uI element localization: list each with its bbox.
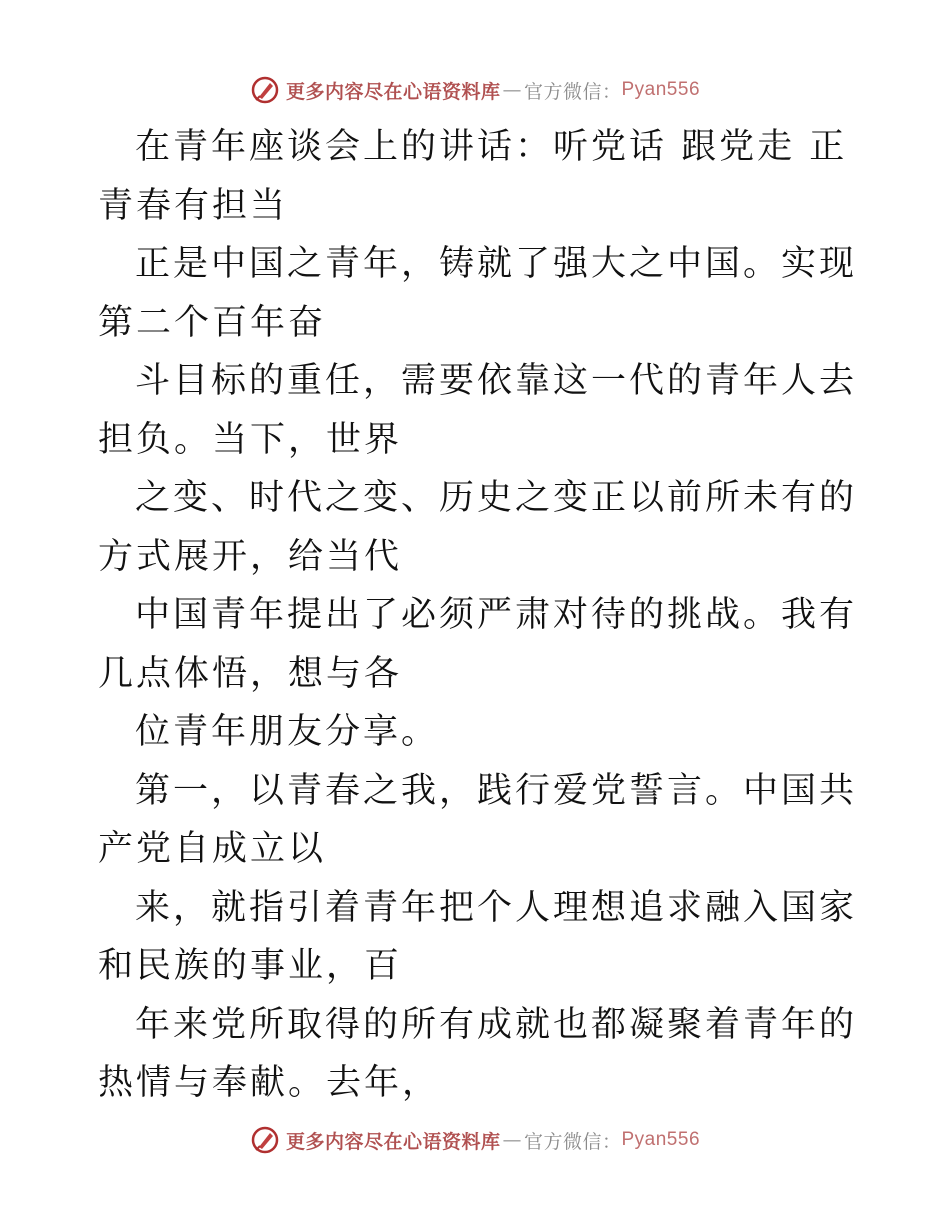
document-body: [98, 118, 858, 1113]
quill-pen-logo-icon: [250, 1125, 280, 1155]
banner-wechat-label: 官方微信：: [523, 80, 622, 103]
paragraph: 年来党所取得的所有成就也都凝聚着青年的热情与奉献。去年，: [98, 1004, 858, 1103]
banner-wechat-id: Pyan556: [621, 1129, 701, 1150]
document-title: 在青年座谈会上的讲话：听党话 跟党走 正青春有担当: [98, 127, 848, 226]
paragraph: 中国青年提出了必须严肃对待的挑战。我有几点体悟，想与各: [98, 595, 858, 694]
banner-separator: —: [502, 79, 522, 101]
banner-brand-text: 更多内容尽在心语资料库: [285, 80, 501, 103]
banner-wechat-id: Pyan556: [621, 79, 701, 100]
header-watermark-banner: [0, 70, 950, 110]
footer-watermark-banner: [0, 1120, 950, 1160]
banner-separator: —: [502, 1129, 522, 1151]
paragraph: 斗目标的重任，需要依靠这一代的青年人去担负。当下，世界: [98, 361, 858, 460]
quill-pen-logo-icon: [250, 75, 280, 105]
paragraph: 位青年朋友分享。: [135, 712, 440, 752]
banner-brand-text: 更多内容尽在心语资料库: [285, 1130, 501, 1153]
paragraph: 来，就指引着青年把个人理想追求融入国家和民族的事业，百: [98, 887, 858, 986]
banner-wechat-label: 官方微信：: [523, 1130, 622, 1153]
paragraph: 正是中国之青年，铸就了强大之中国。实现第二个百年奋: [98, 244, 858, 343]
paragraph: 之变、时代之变、历史之变正以前所未有的方式展开，给当代: [98, 478, 858, 577]
paragraph: 第一，以青春之我，践行爱党誓言。中国共产党自成立以: [98, 770, 858, 869]
